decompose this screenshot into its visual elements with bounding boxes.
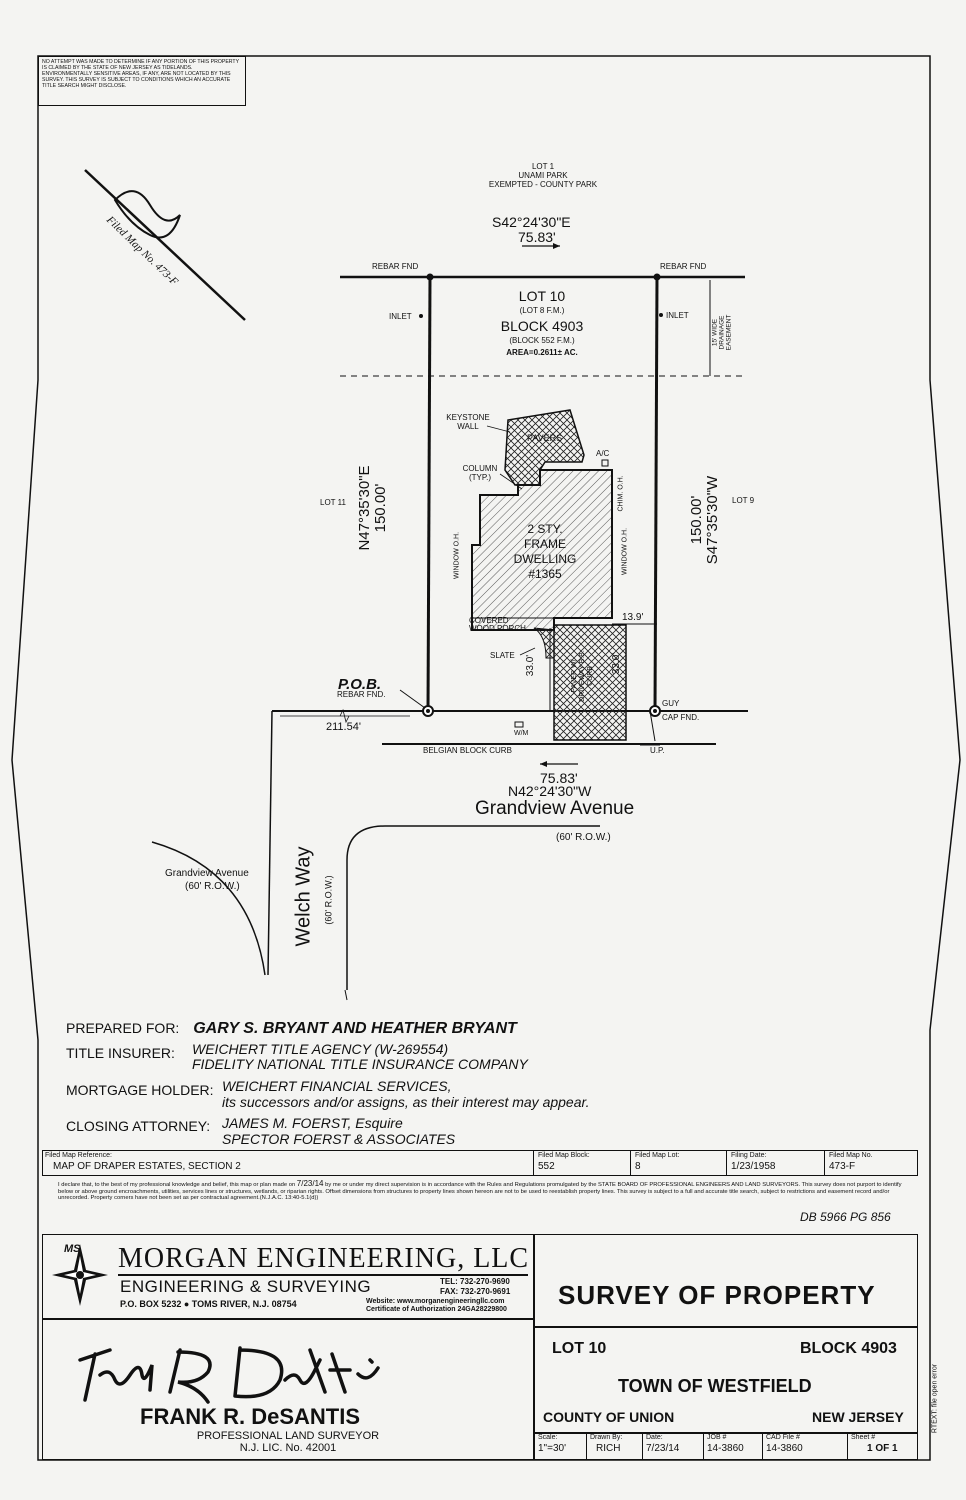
attorney-value: JAMES M. FOERST, Esquire SPECTOR FOERST & ASSOCIATES <box>222 1115 456 1147</box>
firm-phone: TEL: 732-270-9690 FAX: 732-270-9691 <box>440 1277 511 1296</box>
lot11-label: LOT 11 <box>320 498 346 507</box>
pob-label: P.O.B. <box>338 676 382 693</box>
filed-map-label: Filed Map No. 473-F <box>104 213 181 289</box>
attorney-row: CLOSING ATTORNEY: <box>66 1118 211 1134</box>
lot1-label: LOT 1 UNAMI PARK EXEMPTED - COUNTY PARK <box>488 162 598 189</box>
firm-subtitle: ENGINEERING & SURVEYING <box>120 1277 372 1296</box>
welch-way-row: (60' R.O.W.) <box>323 875 334 925</box>
west-bearing: N47°35'30"E 150.00' <box>356 465 389 551</box>
pob-distance: 211.54' <box>326 721 361 733</box>
filed-no-cell: Filed Map No. 473-F <box>829 1152 873 1172</box>
sheet-cell: Sheet # 1 OF 1 <box>851 1434 898 1454</box>
drive-dim-left: 33.0' <box>525 654 537 677</box>
corner-curb-left <box>152 842 265 975</box>
disclaimer-note: NO ATTEMPT WAS MADE TO DETERMINE IF ANY PORTION OF THIS PROPERTY IS CLAIMED BY THE STATE OF NEW JERSEY AS TIDELANDS. ENVIRONMENTALLY SENSITIVE AREAS, IF ANY, ARE NOT LOCATED BY THIS SURVEY. THIS SURVEY IS SUBJECT TO CONDITIONS WHICH AN ACCURATE TITLE SEARCH MIGHT DISCLOSE. <box>38 56 246 106</box>
wm-label: W/M <box>514 730 529 737</box>
title-insurer-value: WEICHERT TITLE AGENCY (W-269554) FIDELITY NATIONAL TITLE INSURANCE COMPANY <box>192 1041 528 1072</box>
filed-date-cell: Filing Date: 1/23/1958 <box>731 1152 776 1172</box>
north-distance: 75.83' <box>518 229 556 245</box>
block-label: BLOCK 4903 <box>500 318 584 334</box>
rtext-note: RTEXT: file open error <box>931 1363 939 1434</box>
firm-name: MORGAN ENGINEERING, LLC <box>118 1243 530 1274</box>
side-street-row: (60' R.O.W.) <box>185 881 240 892</box>
welch-west-curb <box>268 711 272 975</box>
mortgage-value: WEICHERT FINANCIAL SERVICES, its successors and/or assigns, as their interest may appear. <box>222 1078 590 1110</box>
mortgage-row: MORTGAGE HOLDER: <box>66 1082 214 1098</box>
east-bearing: 150.00' S47°35'30"W <box>688 475 721 565</box>
lot9-label: LOT 9 <box>732 496 755 505</box>
pavers-label: PAVERS <box>527 433 563 443</box>
block552-label: (BLOCK 552 F.M.) <box>509 336 575 345</box>
north-bearing: S42°24'30"E <box>492 214 571 230</box>
window-left-label: WINDOW O.H. <box>453 531 461 580</box>
filed-lot-cell: Filed Map Lot: 8 <box>635 1152 680 1172</box>
rebar-nw-icon <box>427 274 434 281</box>
ac-unit-icon <box>602 460 608 466</box>
pob-rebar-label: REBAR FND. <box>337 690 386 699</box>
tb-lot: LOT 10 <box>552 1340 607 1357</box>
certification-text: I declare that, to the best of my professional knowledge and belief, this map or plan made on 7/23/14 by me or under my direct supervision is in accordance with the Rules and Regulations promulgated by the STATE BOARD OF PROFESSIONAL ENGINEERS AND LAND SURVEYORS. This survey does not purport to identify below or above ground encroachments, utilities, services lines or structures, wetlands, or riparian rights. Offset dimensions from structures to property lines shown hereon are not to be used to reestablish property lines. This survey is subject to a full and accurate title search, subject to restrictions and easement record and/or unrecorded. Property corners have not been set as per contractual agreement.(N.J.A.C. 13:40-5.1(d)) <box>58 1179 902 1202</box>
tb-county: COUNTY OF UNION <box>543 1409 675 1425</box>
ac-label: A/C <box>596 449 610 458</box>
surveyor-signature <box>70 1330 400 1410</box>
slate-walk <box>534 628 554 658</box>
firm-web: Website: www.morganengineeringllc.com Certificate of Authorization 24GA28229800 <box>366 1298 507 1313</box>
rebar-ne-label: REBAR FND <box>660 262 707 271</box>
side-street-name: Grandview Avenue <box>165 868 249 879</box>
tb-block: BLOCK 4903 <box>800 1340 897 1357</box>
drive-dim-right: 33.0' <box>611 652 623 675</box>
tb-town: TOWN OF WESTFIELD <box>618 1376 812 1396</box>
slate-label: SLATE <box>490 651 515 660</box>
guy-label: GUY <box>662 699 680 708</box>
inlet-right-icon <box>659 313 663 317</box>
job-cell: JOB # 14-3860 <box>707 1434 744 1454</box>
chimney-label: CHIM. O.H. <box>617 475 625 512</box>
tb-state: NEW JERSEY <box>812 1409 904 1425</box>
scale-cell: Scale: 1"=30' <box>538 1434 566 1454</box>
keystone-wall-label: KEYSTONE WALL <box>446 413 490 431</box>
offset-label: 13.9' <box>622 612 644 623</box>
east-line <box>655 277 657 711</box>
filed-block-cell: Filed Map Block: 552 <box>538 1152 590 1172</box>
porch-label: COVERED WOOD PORCH <box>469 616 526 633</box>
water-meter-icon <box>515 722 523 727</box>
drawn-cell: Drawn By: RICH <box>590 1434 623 1454</box>
easement-label: 15' WIDE DRAINAGE EASEMENT <box>711 314 733 351</box>
column-label: COLUMN (TYP.) <box>462 464 498 482</box>
filed-ref-cell: Filed Map Reference: MAP OF DRAPER ESTATES, SECTION 2 <box>45 1152 241 1172</box>
south-distance: 75.83' <box>540 770 578 786</box>
surveyor-title: PROFESSIONAL LAND SURVEYOR N.J. LIC. No. 42001 <box>196 1430 380 1454</box>
west-line <box>428 277 430 711</box>
street-name: Grandview Avenue <box>475 798 635 819</box>
welch-way-name: Welch Way <box>292 846 315 947</box>
inlet-right-label: INLET <box>666 311 689 320</box>
firm-address: P.O. BOX 5232 ● TOMS RIVER, N.J. 08754 <box>120 1299 297 1309</box>
inlet-left-label: INLET <box>389 312 412 321</box>
prepared-for-row: PREPARED FOR: GARY S. BRYANT AND HEATHER BRYANT <box>66 1020 517 1037</box>
survey-title: SURVEY OF PROPERTY <box>558 1280 876 1310</box>
area-label: AREA=0.2611± AC. <box>506 348 578 357</box>
street-row: (60' R.O.W.) <box>556 832 611 843</box>
corner-curb-right <box>347 826 600 990</box>
lot10-label: LOT 10 <box>518 288 566 304</box>
date-cell: Date: 7/23/14 <box>646 1434 680 1454</box>
rebar-nw-label: REBAR FND <box>372 262 419 271</box>
rebar-ne-icon <box>654 274 661 281</box>
dwelling-label: 2 STY. FRAME DWELLING #1365 <box>513 522 577 581</box>
compass-logo-icon: MS <box>48 1240 112 1310</box>
south-bearing: N42°24'30"W <box>508 783 592 799</box>
cap-label: CAP FND. <box>662 713 700 722</box>
up-label: U.P. <box>650 746 665 755</box>
lot8fm-label: (LOT 8 F.M.) <box>519 306 565 315</box>
driveway-label: PAVER W/ DRIVEWAY B.B. CURB <box>571 650 594 702</box>
inlet-left-icon <box>419 314 423 318</box>
curb-label: BELGIAN BLOCK CURB <box>423 746 512 755</box>
window-right-label: WINDOW O.H. <box>621 527 629 576</box>
filed-map-line <box>85 170 245 320</box>
cad-cell: CAD File # 14-3860 <box>766 1434 803 1454</box>
title-insurer-row: TITLE INSURER: <box>66 1045 175 1061</box>
deed-book-ref: DB 5966 PG 856 <box>800 1210 891 1224</box>
surveyor-name: FRANK R. DeSANTIS <box>140 1404 361 1429</box>
